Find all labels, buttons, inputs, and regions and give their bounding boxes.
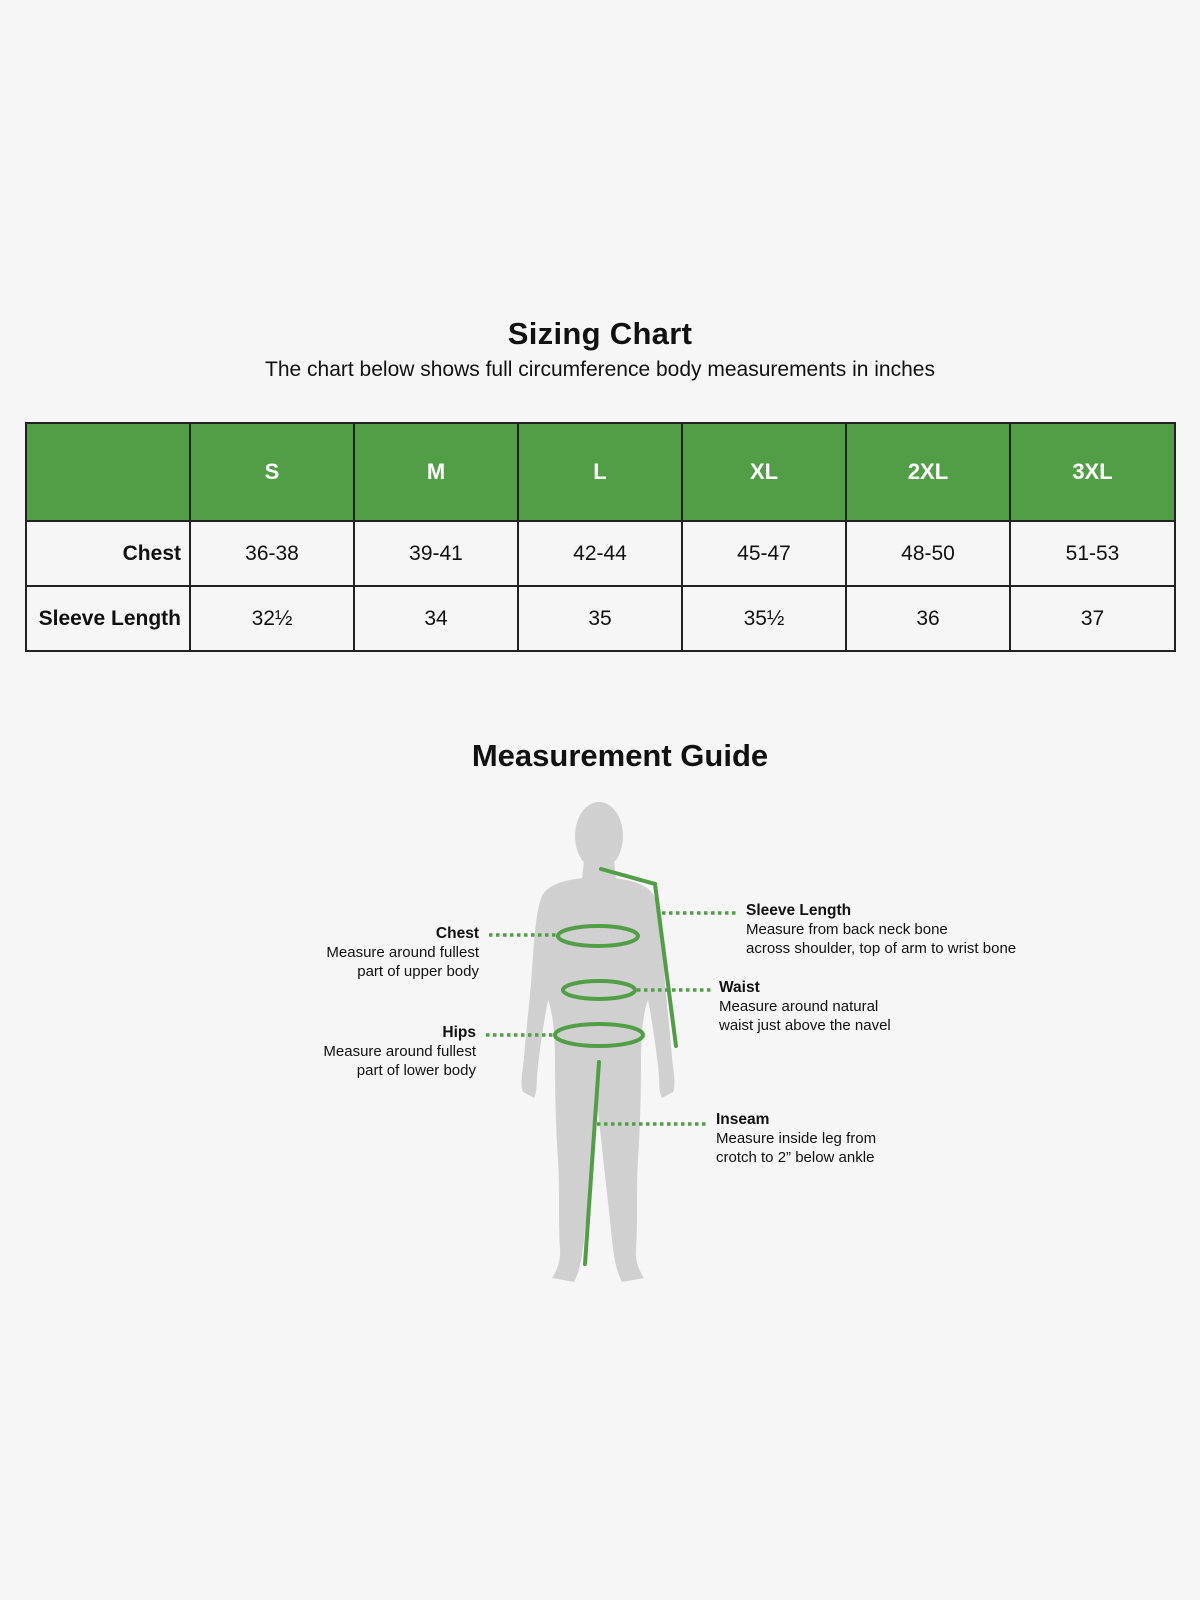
chest-note-line1: Measure around fullest [326,944,479,961]
inseam-note [716,1110,976,1167]
page-subtitle: The chart below shows full circumference body measurements in inches [265,358,935,381]
table-cell: 39-41 [354,521,518,586]
hips-note-head: Hips [442,1024,476,1041]
table-cell: 35 [518,586,682,651]
chest-note-line2: part of upper body [357,963,479,980]
sleeve-note-head: Sleeve Length [746,902,852,919]
sleeve-note-line1: Measure from back neck bone [746,921,948,938]
inseam-note-line2: crotch to 2” below ankle [716,1149,875,1166]
inseam-note-line1: Measure inside leg from [716,1130,877,1147]
waist-note-head: Waist [719,979,760,996]
hips-note [276,1023,476,1080]
header-size-xl: XL [682,423,846,521]
header-size-l: L [518,423,682,521]
table-cell: 36 [846,586,1010,651]
table-cell: 51-53 [1010,521,1175,586]
body-silhouette [521,802,674,1282]
row-label-chest: Chest [26,521,190,586]
table-cell: 35½ [682,586,846,651]
header-size-3xl: 3XL [1010,423,1175,521]
header-size-m: M [354,423,518,521]
table-cell: 42-44 [518,521,682,586]
table-cell: 34 [354,586,518,651]
inseam-note-head: Inseam [716,1111,770,1128]
sleeve-note [746,901,1076,958]
table-cell: 32½ [190,586,354,651]
waist-note-line1: Measure around natural [719,998,879,1015]
table-cell: 48-50 [846,521,1010,586]
chest-note [280,924,479,981]
row-label-sleeve-length: Sleeve Length [26,586,190,651]
measurement-guide-title: Measurement Guide [471,738,769,773]
waist-note-line2: waist just above the navel [719,1017,891,1034]
hips-note-line2: part of lower body [356,1062,476,1079]
hips-note-line1: Measure around fullest [323,1043,476,1060]
waist-note [719,978,979,1035]
table-cell: 36-38 [190,521,354,586]
table-cell: 45-47 [682,521,846,586]
sleeve-note-line2: across shoulder, top of arm to wrist bone [746,940,1017,957]
header-size-2xl: 2XL [846,423,1010,521]
header-size-s: S [190,423,354,521]
chest-note-head: Chest [435,925,479,942]
page-title: Sizing Chart [507,316,693,351]
table-cell: 37 [1010,586,1175,651]
